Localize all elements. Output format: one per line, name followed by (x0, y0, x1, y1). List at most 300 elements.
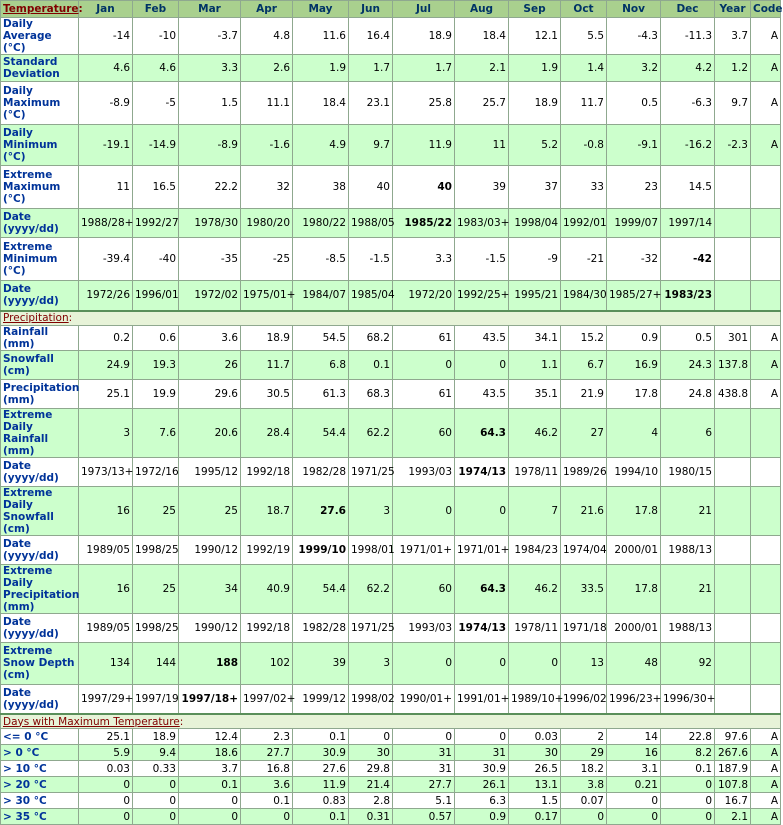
month-value-cell: 68.2 (349, 325, 393, 350)
year-value-cell (715, 535, 751, 564)
row-label: Standard Deviation (1, 55, 79, 82)
month-value-cell: 4 (607, 408, 661, 457)
month-value-cell: 1998/04 (509, 209, 561, 238)
month-value-cell: 27.7 (393, 777, 455, 793)
month-value-cell: 1974/13 (455, 613, 509, 642)
month-value-cell: 1978/11 (509, 613, 561, 642)
section-title: Days with Maximum Temperature: (1, 714, 781, 729)
month-value-cell: 19.3 (133, 350, 179, 379)
month-value-cell: 0 (133, 777, 179, 793)
year-value-cell (715, 486, 751, 535)
month-value-cell: 17.8 (607, 379, 661, 408)
table-row (1, 238, 781, 281)
month-value-cell: 0 (241, 809, 293, 825)
month-value-cell: 0 (661, 793, 715, 809)
month-value-cell: 1989/10+ (509, 684, 561, 714)
month-value-cell: 60 (393, 408, 455, 457)
month-value-cell: 1982/28 (293, 613, 349, 642)
month-value-cell: 18.7 (241, 486, 293, 535)
month-value-cell: 43.5 (455, 325, 509, 350)
month-value-cell: 1971/25 (349, 613, 393, 642)
month-value-cell: 8.2 (661, 745, 715, 761)
month-value-cell: 60 (393, 564, 455, 613)
month-value-cell: 0.1 (293, 729, 349, 745)
year-value-cell (715, 684, 751, 714)
month-value-cell: -19.1 (79, 125, 133, 166)
month-value-cell: 13 (561, 642, 607, 684)
month-value-cell: 34.1 (509, 325, 561, 350)
month-value-cell: -42 (661, 238, 715, 281)
month-value-cell: 0.21 (607, 777, 661, 793)
month-value-cell: 9.7 (349, 125, 393, 166)
table-row (1, 379, 781, 408)
month-value-cell: 4.6 (79, 55, 133, 82)
month-value-cell: 16 (607, 745, 661, 761)
month-header: Oct (561, 1, 607, 18)
month-value-cell: -14 (79, 18, 133, 55)
month-value-cell: 7 (509, 486, 561, 535)
year-value-cell: 438.8 (715, 379, 751, 408)
row-label: Extreme Daily Precipitation (mm) (1, 564, 79, 613)
month-value-cell: 54.5 (293, 325, 349, 350)
month-value-cell: -14.9 (133, 125, 179, 166)
month-value-cell: -25 (241, 238, 293, 281)
month-value-cell: 1998/25 (133, 613, 179, 642)
month-value-cell: -3.7 (179, 18, 241, 55)
month-value-cell: 11.9 (393, 125, 455, 166)
month-value-cell: 0.5 (607, 82, 661, 125)
month-value-cell: 1978/30 (179, 209, 241, 238)
row-label: > 20 °C (1, 777, 79, 793)
row-label: Daily Average (°C) (1, 18, 79, 55)
month-value-cell: 1999/12 (293, 684, 349, 714)
month-value-cell: 27 (561, 408, 607, 457)
month-value-cell: 46.2 (509, 408, 561, 457)
month-value-cell: 18.9 (133, 729, 179, 745)
month-value-cell: 0.17 (509, 809, 561, 825)
month-value-cell: 9.4 (133, 745, 179, 761)
table-row (1, 684, 781, 714)
month-value-cell: 0 (179, 809, 241, 825)
month-header: Jun (349, 1, 393, 18)
year-value-cell: 2.1 (715, 809, 751, 825)
month-value-cell: -21 (561, 238, 607, 281)
month-value-cell: 1990/12 (179, 535, 241, 564)
month-value-cell: 32 (241, 166, 293, 209)
code-cell (751, 408, 781, 457)
month-value-cell: 1985/22 (393, 209, 455, 238)
code-header: Code (751, 1, 781, 18)
month-value-cell: 1998/02 (349, 684, 393, 714)
year-value-cell (715, 564, 751, 613)
month-value-cell: 15.2 (561, 325, 607, 350)
row-label: Daily Minimum (°C) (1, 125, 79, 166)
month-value-cell: 11.1 (241, 82, 293, 125)
month-value-cell: 4.6 (133, 55, 179, 82)
month-value-cell: 1997/02+ (241, 684, 293, 714)
row-label: Date (yyyy/dd) (1, 535, 79, 564)
month-value-cell: 0 (393, 486, 455, 535)
month-value-cell: 2.6 (241, 55, 293, 82)
year-value-cell (715, 408, 751, 457)
row-label: Date (yyyy/dd) (1, 613, 79, 642)
month-value-cell: 11.9 (293, 777, 349, 793)
month-value-cell: 1972/26 (79, 281, 133, 311)
code-cell (751, 457, 781, 486)
month-value-cell: 33 (561, 166, 607, 209)
row-label: <= 0 °C (1, 729, 79, 745)
code-cell: A (751, 745, 781, 761)
month-value-cell: 1972/02 (179, 281, 241, 311)
row-label: Extreme Minimum (°C) (1, 238, 79, 281)
row-label: Daily Maximum (°C) (1, 82, 79, 125)
month-value-cell: 3 (349, 642, 393, 684)
month-value-cell: 0 (133, 793, 179, 809)
year-value-cell (715, 281, 751, 311)
month-value-cell: 7.6 (133, 408, 179, 457)
month-value-cell: 0.9 (607, 325, 661, 350)
month-value-cell: 22.8 (661, 729, 715, 745)
month-value-cell: 24.3 (661, 350, 715, 379)
month-value-cell: 5.2 (509, 125, 561, 166)
month-value-cell: 2.3 (241, 729, 293, 745)
month-value-cell: 31 (393, 745, 455, 761)
climate-table-body (1, 1, 781, 825)
month-value-cell: 0 (455, 350, 509, 379)
month-value-cell: 1990/12 (179, 613, 241, 642)
month-value-cell: 2.1 (455, 55, 509, 82)
month-value-cell: -40 (133, 238, 179, 281)
row-label: Date (yyyy/dd) (1, 457, 79, 486)
month-value-cell: 37 (509, 166, 561, 209)
month-value-cell: 1978/11 (509, 457, 561, 486)
month-value-cell: 6 (661, 408, 715, 457)
month-value-cell: 11.7 (241, 350, 293, 379)
month-value-cell: 29 (561, 745, 607, 761)
month-value-cell: 1972/20 (393, 281, 455, 311)
month-value-cell: 0 (661, 809, 715, 825)
month-value-cell: 134 (79, 642, 133, 684)
month-value-cell: -9 (509, 238, 561, 281)
month-value-cell: -9.1 (607, 125, 661, 166)
temperature-section-label: Temperature: (1, 1, 79, 18)
year-value-cell (715, 209, 751, 238)
month-value-cell: 2000/01 (607, 535, 661, 564)
year-header: Year (715, 1, 751, 18)
month-value-cell: 23 (607, 166, 661, 209)
month-value-cell: 1988/13 (661, 535, 715, 564)
month-header: Jan (79, 1, 133, 18)
month-value-cell: 68.3 (349, 379, 393, 408)
year-value-cell: 97.6 (715, 729, 751, 745)
code-cell: A (751, 55, 781, 82)
year-value-cell (715, 457, 751, 486)
month-value-cell: 20.6 (179, 408, 241, 457)
month-value-cell: 23.1 (349, 82, 393, 125)
month-value-cell: 30.9 (455, 761, 509, 777)
month-value-cell: 16.8 (241, 761, 293, 777)
year-value-cell: 9.7 (715, 82, 751, 125)
month-value-cell: 3 (79, 408, 133, 457)
month-value-cell: 1.9 (509, 55, 561, 82)
month-value-cell: 1984/07 (293, 281, 349, 311)
month-value-cell: 5.5 (561, 18, 607, 55)
month-value-cell: 1997/19 (133, 684, 179, 714)
month-value-cell: 54.4 (293, 408, 349, 457)
year-value-cell: 187.9 (715, 761, 751, 777)
section-title: Precipitation: (1, 311, 781, 326)
month-value-cell: 30 (349, 745, 393, 761)
month-value-cell: 26.1 (455, 777, 509, 793)
month-value-cell: 18.9 (509, 82, 561, 125)
code-cell (751, 486, 781, 535)
code-cell: A (751, 761, 781, 777)
month-value-cell: 1971/01+ (455, 535, 509, 564)
month-value-cell: 3 (349, 486, 393, 535)
month-value-cell: 6.3 (455, 793, 509, 809)
month-value-cell: 1984/23 (509, 535, 561, 564)
month-value-cell: 1974/13 (455, 457, 509, 486)
month-value-cell: 1980/15 (661, 457, 715, 486)
month-value-cell: 3.6 (179, 325, 241, 350)
month-value-cell: 21.6 (561, 486, 607, 535)
month-value-cell: 1998/25 (133, 535, 179, 564)
month-value-cell: 1973/13+ (79, 457, 133, 486)
month-value-cell: 0 (455, 642, 509, 684)
month-value-cell: -39.4 (79, 238, 133, 281)
month-value-cell: 34 (179, 564, 241, 613)
month-value-cell: 1993/03 (393, 613, 455, 642)
table-row (1, 125, 781, 166)
month-value-cell: 1989/26 (561, 457, 607, 486)
month-value-cell: 16 (79, 564, 133, 613)
code-cell: A (751, 729, 781, 745)
month-value-cell: 0.1 (349, 350, 393, 379)
month-value-cell: 18.4 (455, 18, 509, 55)
month-value-cell: 48 (607, 642, 661, 684)
code-cell (751, 684, 781, 714)
month-value-cell: 4.9 (293, 125, 349, 166)
month-value-cell: 27.6 (293, 761, 349, 777)
code-cell: A (751, 82, 781, 125)
code-cell (751, 281, 781, 311)
row-label: > 30 °C (1, 793, 79, 809)
table-row (1, 408, 781, 457)
month-value-cell: 11 (79, 166, 133, 209)
month-value-cell: 1971/18 (561, 613, 607, 642)
month-value-cell: 43.5 (455, 379, 509, 408)
month-value-cell: 1984/30 (561, 281, 607, 311)
year-value-cell: 267.6 (715, 745, 751, 761)
section-header-row (1, 311, 781, 326)
table-row (1, 281, 781, 311)
code-cell (751, 535, 781, 564)
year-value-cell (715, 642, 751, 684)
row-label: Date (yyyy/dd) (1, 209, 79, 238)
month-value-cell: 0 (393, 350, 455, 379)
month-value-cell: 17.8 (607, 486, 661, 535)
month-value-cell: 0.33 (133, 761, 179, 777)
month-value-cell: 5.1 (393, 793, 455, 809)
month-value-cell: 0 (349, 729, 393, 745)
month-value-cell: 13.1 (509, 777, 561, 793)
month-value-cell: 29.8 (349, 761, 393, 777)
month-value-cell: 40.9 (241, 564, 293, 613)
table-row (1, 777, 781, 793)
code-cell: A (751, 125, 781, 166)
month-value-cell: 0.5 (661, 325, 715, 350)
month-value-cell: 102 (241, 642, 293, 684)
month-value-cell: 1988/13 (661, 613, 715, 642)
month-value-cell: 1980/22 (293, 209, 349, 238)
month-value-cell: 1.5 (179, 82, 241, 125)
month-value-cell: -4.3 (607, 18, 661, 55)
month-value-cell: 1996/23+ (607, 684, 661, 714)
month-value-cell: 1980/20 (241, 209, 293, 238)
month-value-cell: 1989/05 (79, 613, 133, 642)
table-row (1, 761, 781, 777)
month-value-cell: 1996/01 (133, 281, 179, 311)
table-row (1, 18, 781, 55)
code-cell (751, 564, 781, 613)
row-label: Extreme Daily Snowfall (cm) (1, 486, 79, 535)
year-value-cell: 107.8 (715, 777, 751, 793)
year-value-cell: 3.7 (715, 18, 751, 55)
month-value-cell: 31 (455, 745, 509, 761)
table-row (1, 82, 781, 125)
month-value-cell: 3.1 (607, 761, 661, 777)
month-header: Aug (455, 1, 509, 18)
month-value-cell: 0.83 (293, 793, 349, 809)
month-value-cell: 0 (133, 809, 179, 825)
month-value-cell: 17.8 (607, 564, 661, 613)
month-value-cell: 11 (455, 125, 509, 166)
month-value-cell: 2000/01 (607, 613, 661, 642)
month-value-cell: -35 (179, 238, 241, 281)
month-value-cell: 1992/18 (241, 613, 293, 642)
month-value-cell: 0.1 (179, 777, 241, 793)
month-value-cell: 1992/18 (241, 457, 293, 486)
month-value-cell: 0.03 (509, 729, 561, 745)
month-value-cell: 1993/03 (393, 457, 455, 486)
month-value-cell: 0 (179, 793, 241, 809)
month-value-cell: 1992/27 (133, 209, 179, 238)
month-value-cell: 12.4 (179, 729, 241, 745)
month-value-cell: 1995/12 (179, 457, 241, 486)
month-value-cell: 18.4 (293, 82, 349, 125)
month-value-cell: 21 (661, 486, 715, 535)
month-value-cell: 19.9 (133, 379, 179, 408)
code-cell: A (751, 350, 781, 379)
month-value-cell: -32 (607, 238, 661, 281)
table-row (1, 535, 781, 564)
row-label: Precipitation (mm) (1, 379, 79, 408)
month-value-cell: 21 (661, 564, 715, 613)
month-value-cell: -10 (133, 18, 179, 55)
month-value-cell: 1990/01+ (393, 684, 455, 714)
month-value-cell: 1996/30+ (661, 684, 715, 714)
month-value-cell: -8.5 (293, 238, 349, 281)
month-value-cell: 16 (79, 486, 133, 535)
month-value-cell: 0 (455, 729, 509, 745)
month-value-cell: 1991/01+ (455, 684, 509, 714)
code-cell (751, 642, 781, 684)
month-value-cell: 0.1 (661, 761, 715, 777)
month-value-cell: 35.1 (509, 379, 561, 408)
month-value-cell: 3.7 (179, 761, 241, 777)
year-value-cell: -2.3 (715, 125, 751, 166)
month-header: Sep (509, 1, 561, 18)
section-header-row (1, 714, 781, 729)
month-value-cell: 64.3 (455, 564, 509, 613)
month-value-cell: 28.4 (241, 408, 293, 457)
table-row (1, 729, 781, 745)
month-value-cell: 1.5 (509, 793, 561, 809)
month-value-cell: 0.9 (455, 809, 509, 825)
table-row (1, 642, 781, 684)
month-value-cell: 54.4 (293, 564, 349, 613)
month-value-cell: 0.57 (393, 809, 455, 825)
code-cell: A (751, 809, 781, 825)
table-row (1, 325, 781, 350)
table-row (1, 55, 781, 82)
month-value-cell: 1988/05 (349, 209, 393, 238)
year-value-cell: 1.2 (715, 55, 751, 82)
year-value-cell (715, 166, 751, 209)
month-value-cell: 1975/01+ (241, 281, 293, 311)
month-value-cell: 21.9 (561, 379, 607, 408)
month-value-cell: 30 (509, 745, 561, 761)
month-value-cell: 1983/23 (661, 281, 715, 311)
month-value-cell: 18.2 (561, 761, 607, 777)
month-header: Nov (607, 1, 661, 18)
month-value-cell: 0 (79, 777, 133, 793)
month-value-cell: 1971/01+ (393, 535, 455, 564)
month-value-cell: 0 (79, 809, 133, 825)
table-row (1, 350, 781, 379)
month-value-cell: 1997/29+ (79, 684, 133, 714)
month-value-cell: 1992/19 (241, 535, 293, 564)
table-row (1, 457, 781, 486)
year-value-cell (715, 238, 751, 281)
month-value-cell: 24.8 (661, 379, 715, 408)
month-value-cell: 40 (349, 166, 393, 209)
month-value-cell: 3.3 (393, 238, 455, 281)
month-value-cell: 21.4 (349, 777, 393, 793)
row-label: > 35 °C (1, 809, 79, 825)
table-row (1, 209, 781, 238)
year-value-cell: 137.8 (715, 350, 751, 379)
table-row (1, 793, 781, 809)
table-row (1, 166, 781, 209)
month-value-cell: 144 (133, 642, 179, 684)
month-value-cell: 1988/28+ (79, 209, 133, 238)
month-value-cell: 0 (607, 793, 661, 809)
month-value-cell: 3.3 (179, 55, 241, 82)
month-value-cell: 0.6 (133, 325, 179, 350)
month-value-cell: 1997/14 (661, 209, 715, 238)
month-value-cell: 1994/10 (607, 457, 661, 486)
month-value-cell: 4.8 (241, 18, 293, 55)
month-value-cell: 39 (455, 166, 509, 209)
month-value-cell: 25.1 (79, 379, 133, 408)
month-value-cell: 11.6 (293, 18, 349, 55)
table-row (1, 809, 781, 825)
month-value-cell: 1997/18+ (179, 684, 241, 714)
month-value-cell: 11.7 (561, 82, 607, 125)
table-row (1, 613, 781, 642)
month-value-cell: 16.5 (133, 166, 179, 209)
